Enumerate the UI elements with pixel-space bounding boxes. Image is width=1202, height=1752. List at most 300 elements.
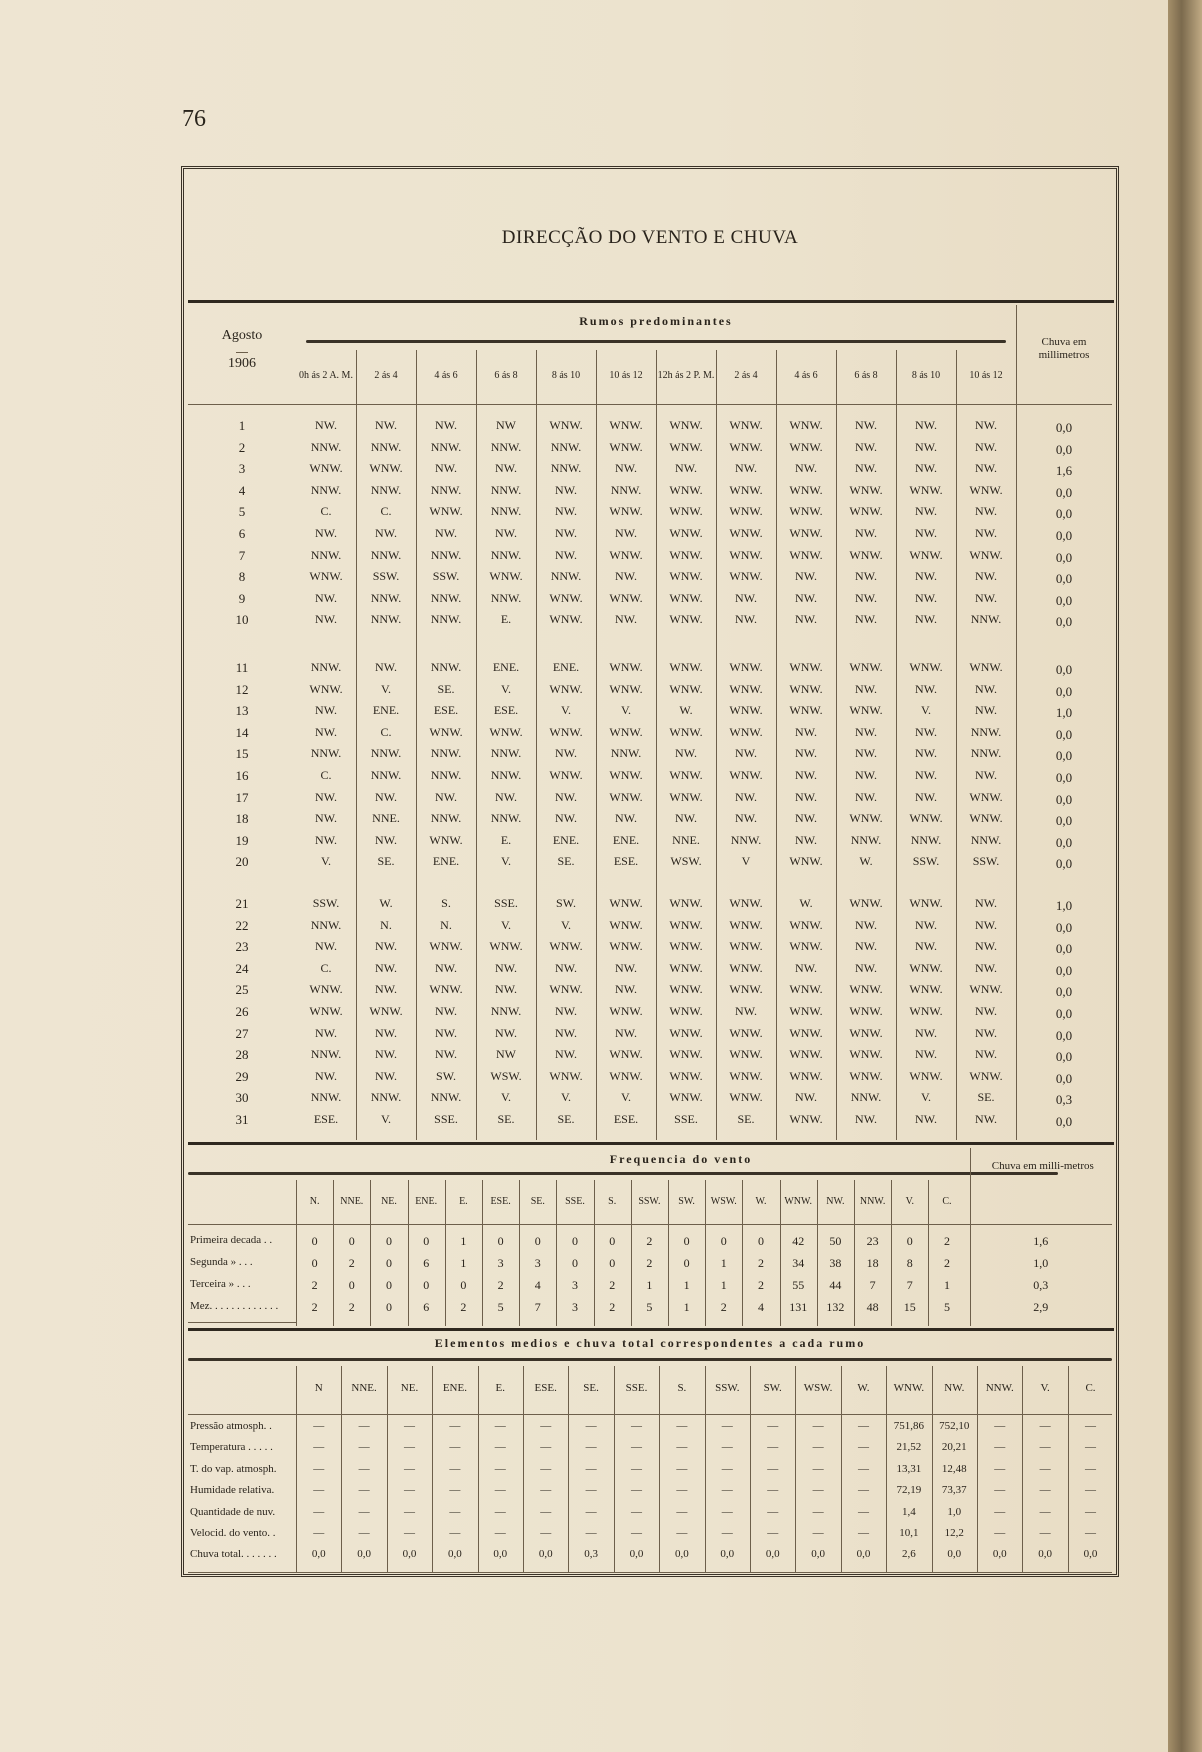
wind-direction-cell: NNW. (430, 439, 462, 454)
elements-value-cell: — (449, 1441, 461, 1454)
wind-direction-cell: NW. (855, 789, 877, 804)
elements-row-label: T. do vap. atmosph. (190, 1462, 277, 1475)
elements-value-cell: — (1039, 1420, 1051, 1432)
elements-value-cell: 13,31 (896, 1462, 922, 1475)
wind-direction-cell: WNW. (789, 418, 823, 432)
elements-direction-header: C. (1085, 1382, 1096, 1394)
elements-value-cell: — (358, 1505, 370, 1518)
wind-direction-cell: WNW. (609, 418, 643, 432)
day-number: 2 (238, 439, 246, 455)
wind-direction-cell: WNW. (849, 1004, 883, 1018)
elements-value-cell: — (494, 1527, 506, 1539)
elements-value-cell: — (676, 1484, 688, 1497)
wind-direction-cell: NW. (435, 1047, 457, 1062)
elements-value-cell: — (449, 1420, 461, 1432)
wind-direction-cell: NW. (315, 789, 337, 804)
wind-direction-cell: NW. (795, 960, 817, 975)
period-header: 4 ás 6 (794, 370, 818, 381)
elements-value-cell: — (313, 1527, 325, 1539)
wind-direction-cell: WNW. (669, 917, 703, 932)
freq-rain-value: 1,0 (1033, 1256, 1049, 1270)
elements-value-cell: — (494, 1420, 506, 1432)
period-header: 4 ás 6 (434, 370, 458, 381)
wind-direction-cell: NW. (375, 982, 397, 997)
freq-value-cell: 42 (792, 1234, 805, 1248)
freq-direction-header: W. (755, 1196, 767, 1207)
wind-direction-cell: NW. (435, 1025, 457, 1040)
elements-direction-header: NE. (400, 1382, 419, 1394)
wind-direction-cell: WNW. (789, 1047, 823, 1062)
freq-value-cell: 2 (757, 1278, 764, 1292)
elements-value-cell: — (1084, 1441, 1096, 1454)
freq-value-cell: 1 (720, 1256, 727, 1270)
freq-value-cell: 2 (609, 1300, 616, 1314)
rumos-header: Rumos predominantes (579, 314, 733, 328)
wind-direction-cell: NW. (975, 1047, 997, 1062)
wind-direction-cell: WNW. (669, 982, 703, 997)
freq-direction-header: S. (608, 1196, 617, 1207)
freq-value-cell: 131 (789, 1300, 808, 1314)
wind-direction-cell: NW. (375, 526, 397, 540)
wind-direction-cell: NW. (495, 1025, 517, 1040)
wind-direction-cell: WNW. (669, 504, 703, 519)
elements-value-cell: 1,0 (947, 1505, 962, 1518)
wind-direction-cell: NW. (315, 526, 337, 540)
wind-direction-cell: WNW. (609, 547, 643, 562)
rain-value: 1,0 (1055, 705, 1073, 721)
wind-direction-cell: NW. (855, 1112, 877, 1126)
elements-direction-header: NNW. (985, 1382, 1014, 1394)
wind-direction-cell: NW. (915, 917, 937, 932)
rain-value: 0,0 (1055, 748, 1073, 764)
day-number: 26 (235, 1004, 249, 1019)
elements-value-cell: 0,0 (992, 1548, 1007, 1561)
elements-value-cell: — (1039, 1441, 1051, 1454)
freq-direction-header: SW. (678, 1196, 695, 1207)
period-header: 12h ás 2 P. M. (657, 370, 715, 381)
wind-direction-cell: NW. (735, 746, 757, 761)
wind-direction-cell: NNW. (430, 612, 462, 627)
rain-value: 0,0 (1055, 592, 1073, 608)
wind-direction-cell: WNW. (309, 461, 343, 476)
month-dash (236, 352, 248, 353)
elements-value-cell: — (540, 1441, 552, 1454)
wind-direction-cell: NW. (495, 526, 517, 540)
rumos-rule (306, 340, 1006, 343)
elements-value-cell: — (540, 1420, 552, 1432)
wind-direction-cell: V. (920, 1090, 932, 1105)
elements-value-cell: — (857, 1505, 869, 1518)
elements-value-cell: — (721, 1441, 733, 1454)
elements-value-cell: — (676, 1527, 688, 1539)
rain-value: 0,0 (1055, 834, 1073, 850)
wind-direction-cell: WNW. (729, 660, 763, 674)
wind-direction-cell: SSW. (312, 896, 340, 910)
wind-direction-cell: NW. (555, 526, 577, 540)
year-label: 1906 (228, 356, 256, 371)
wind-direction-cell: ESE. (613, 854, 639, 869)
wind-direction-cell: ESE. (313, 1112, 339, 1126)
elements-value-cell: — (1084, 1505, 1096, 1518)
freq-row-label: Terceira » . . . (190, 1278, 251, 1290)
wind-direction-cell: WNW. (609, 681, 643, 696)
elements-direction-header: ENE. (442, 1382, 467, 1394)
rain-value: 0,0 (1055, 1049, 1073, 1065)
elements-value-cell: — (676, 1462, 688, 1475)
freq-value-cell: 1 (646, 1278, 653, 1292)
wind-direction-cell: V. (500, 854, 512, 869)
wind-direction-cell: NNW. (430, 660, 462, 674)
elements-direction-header: V. (1040, 1382, 1050, 1394)
elements-value-cell: — (449, 1527, 461, 1539)
wind-direction-cell: SSW. (432, 569, 460, 584)
wind-direction-cell: WNW. (729, 418, 763, 432)
wind-direction-cell: WNW. (729, 960, 763, 975)
wind-direction-cell: WSW. (670, 854, 702, 869)
elements-direction-header: WSW. (803, 1382, 833, 1394)
freq-direction-header: C. (942, 1196, 952, 1207)
wind-direction-cell: NNW. (430, 746, 462, 761)
wind-direction-cell: ENE. (492, 660, 520, 674)
wind-direction-cell: NNW. (310, 482, 342, 497)
elements-value-cell: — (403, 1441, 415, 1454)
wind-direction-cell: WNW. (669, 526, 703, 540)
elements-value-cell: 0,3 (584, 1548, 598, 1561)
wind-direction-cell: WNW. (669, 660, 703, 674)
wind-direction-cell: NNW. (970, 724, 1002, 739)
freq-value-cell: 0 (609, 1234, 616, 1248)
wind-direction-cell: NW. (615, 569, 637, 584)
elements-value-cell: 12,2 (944, 1527, 964, 1539)
wind-direction-cell: NW. (975, 590, 997, 605)
wind-direction-cell: NW. (375, 939, 397, 954)
wind-direction-cell: NW. (975, 703, 997, 718)
elements-value-cell: — (449, 1484, 461, 1497)
wind-direction-cell: NW. (915, 1112, 937, 1126)
wind-direction-cell: WNW. (669, 569, 703, 584)
wind-direction-cell: NW. (375, 960, 397, 975)
elements-value-cell: — (449, 1462, 461, 1475)
wind-direction-cell: WNW. (309, 681, 343, 696)
wind-direction-cell: NW. (555, 1004, 577, 1018)
elements-value-cell: 0,0 (1083, 1548, 1098, 1561)
wind-direction-cell: WNW. (789, 1025, 823, 1040)
wind-direction-cell: NW. (315, 1068, 337, 1083)
elements-value-cell: 0,0 (402, 1548, 417, 1561)
elements-value-cell: — (994, 1527, 1006, 1539)
elements-direction-header: SE. (583, 1382, 599, 1394)
wind-direction-cell: NW. (615, 982, 637, 997)
elements-value-cell: — (358, 1462, 370, 1475)
wind-direction-cell: WNW. (789, 939, 823, 954)
freq-value-cell: 1 (460, 1234, 467, 1248)
wind-direction-cell: WNW. (849, 703, 883, 718)
wind-direction-cell: WNW. (549, 939, 583, 954)
elements-direction-header: E. (495, 1382, 506, 1394)
wind-direction-cell: NNW. (490, 547, 522, 562)
day-number: 11 (235, 660, 249, 675)
freq-rain-value: 2,9 (1033, 1300, 1049, 1314)
elements-value-cell: — (313, 1462, 325, 1475)
elements-value-cell: — (1039, 1462, 1051, 1475)
wind-direction-cell: W. (799, 896, 813, 910)
wind-direction-cell: NNW. (430, 482, 462, 497)
wind-direction-cell: SE. (437, 681, 455, 696)
wind-direction-cell: NW. (915, 789, 937, 804)
wind-direction-cell: WNW. (789, 982, 823, 997)
wind-direction-cell: WNW. (669, 418, 703, 432)
wind-direction-cell: V. (560, 703, 572, 718)
elements-value-cell: — (767, 1484, 779, 1497)
wind-direction-cell: NNW. (310, 746, 342, 761)
wind-direction-cell: NW. (795, 569, 817, 584)
wind-direction-cell: NNW. (490, 811, 522, 826)
wind-direction-cell: WNW. (909, 982, 943, 997)
wind-direction-cell: ESE. (493, 703, 519, 718)
wind-direction-cell: NW. (975, 461, 997, 476)
day-number: 10 (235, 612, 249, 628)
freq-row-label: Mez. . . . . . . . . . . . . (190, 1300, 279, 1312)
wind-direction-cell: WNW. (789, 681, 823, 696)
rain-value: 1,0 (1055, 898, 1073, 913)
rain-value: 0,0 (1055, 1006, 1073, 1021)
day-number: 14 (235, 724, 249, 740)
rain-value: 0,0 (1055, 962, 1073, 978)
elements-value-cell: — (994, 1505, 1006, 1518)
elements-value-cell: — (994, 1420, 1006, 1432)
freq-value-cell: 0 (423, 1234, 430, 1248)
wind-direction-cell: NNW. (310, 660, 342, 674)
month-label: Agosto (221, 328, 263, 343)
wind-direction-cell: NW. (435, 789, 457, 804)
wind-direction-cell: WNW. (789, 660, 823, 674)
wind-direction-cell: NW. (555, 547, 577, 562)
elements-value-cell: — (358, 1484, 370, 1497)
wind-direction-cell: NW. (495, 960, 517, 975)
wind-direction-cell: SE. (497, 1112, 515, 1126)
freq-value-cell: 18 (866, 1256, 879, 1270)
elements-value-cell: — (767, 1505, 779, 1518)
elements-value-cell: — (1039, 1505, 1051, 1518)
rain-header: Chuva em millimetros (1038, 336, 1090, 361)
wind-direction-cell: NW. (495, 789, 517, 804)
elements-value-cell: — (358, 1420, 370, 1432)
rain-value: 0,0 (1055, 484, 1073, 500)
wind-direction-cell: NW. (375, 832, 397, 847)
wind-direction-cell: WNW. (429, 504, 463, 519)
wind-direction-cell: NW. (675, 746, 697, 761)
wind-direction-cell: WNW. (669, 612, 703, 627)
wind-direction-cell: WNW. (669, 768, 703, 782)
wind-direction-cell: WNW. (669, 939, 703, 954)
day-number: 6 (238, 526, 246, 541)
wind-direction-cell: NW. (555, 811, 577, 826)
elements-top-rule (188, 1328, 1114, 1331)
wind-direction-cell: SSE. (434, 1112, 458, 1126)
wind-direction-cell: NW. (975, 896, 997, 910)
elements-value-cell: 0,0 (448, 1548, 462, 1561)
elements-value-cell: — (1084, 1462, 1096, 1475)
wind-direction-cell: WNW. (729, 917, 763, 932)
freq-value-cell: 1 (683, 1300, 690, 1314)
wind-direction-cell: NW. (915, 1047, 937, 1062)
wind-direction-cell: NW. (315, 811, 337, 826)
wind-direction-cell: NW. (375, 1025, 397, 1040)
freq-direction-header: ENE. (415, 1196, 438, 1207)
elements-value-cell: — (857, 1420, 869, 1432)
freq-value-cell: 1 (943, 1278, 950, 1292)
page-edge (1168, 0, 1202, 1752)
wind-direction-cell: NW. (855, 746, 877, 761)
wind-direction-cell: WNW. (609, 1004, 643, 1018)
header-rule (188, 404, 1112, 405)
wind-direction-cell: NNW. (610, 482, 642, 497)
elements-row-label: Humidade relativa. (190, 1484, 275, 1497)
wind-direction-cell: V. (500, 917, 512, 932)
elements-value-cell: — (767, 1420, 779, 1432)
elements-value-cell: 0,0 (720, 1548, 735, 1561)
wind-direction-cell: WNW. (549, 982, 583, 997)
elements-row-label: Pressão atmosph. . (190, 1420, 272, 1432)
wind-direction-cell: NW (496, 1047, 516, 1062)
wind-direction-cell: ESE. (613, 1112, 639, 1126)
freq-value-cell: 4 (534, 1278, 541, 1292)
wind-direction-cell: V. (320, 854, 332, 869)
wind-direction-cell: WNW. (429, 939, 463, 954)
wind-direction-cell: NW. (855, 917, 877, 932)
elements-value-cell: — (494, 1441, 506, 1454)
wind-direction-cell: C. (320, 504, 332, 519)
wind-direction-cell: NW. (915, 526, 937, 540)
wind-direction-cell: WNW. (609, 789, 643, 804)
wind-direction-cell: WNW. (849, 1047, 883, 1062)
day-number: 9 (238, 590, 246, 606)
wind-direction-cell: NNW. (370, 482, 402, 497)
wind-direction-cell: NW. (375, 1068, 397, 1083)
day-number: 30 (235, 1090, 249, 1106)
wind-direction-cell: WNW. (729, 982, 763, 997)
wind-direction-cell: NNW. (850, 832, 882, 847)
freq-value-cell: 0 (348, 1234, 355, 1248)
freq-direction-header: N. (309, 1196, 320, 1207)
wind-direction-cell: NW. (615, 526, 637, 540)
wind-direction-cell: NW. (555, 1047, 577, 1062)
day-number: 8 (238, 569, 246, 585)
period-header: 2 ás 4 (734, 370, 758, 381)
elements-value-cell: — (403, 1527, 415, 1539)
elements-value-cell: — (403, 1462, 415, 1475)
elements-value-cell: 0,0 (765, 1548, 780, 1561)
day-number: 5 (238, 504, 246, 520)
wind-direction-cell: C. (320, 960, 332, 975)
freq-row-label: Segunda » . . . (190, 1256, 253, 1268)
freq-value-cell: 48 (866, 1300, 879, 1314)
rain-value: 0,0 (1055, 726, 1073, 742)
rain-value: 0,0 (1055, 683, 1073, 699)
wind-direction-cell: NW. (735, 461, 757, 476)
rain-value: 0,0 (1055, 1114, 1073, 1129)
day-number: 20 (235, 854, 249, 870)
freq-value-cell: 3 (534, 1256, 541, 1270)
elements-row-label: Velocid. do vento. . (190, 1527, 276, 1539)
wind-direction-cell: NW. (915, 418, 937, 432)
rain-value: 0,0 (1055, 813, 1073, 829)
period-header: 6 ás 8 (494, 370, 518, 381)
freq-value-cell: 44 (829, 1278, 842, 1292)
elements-value-cell: — (857, 1462, 869, 1475)
elements-value-cell: — (540, 1484, 552, 1497)
wind-direction-cell: WNW. (729, 703, 763, 718)
wind-direction-cell: WNW. (549, 768, 583, 782)
wind-direction-cell: NW. (915, 724, 937, 739)
day-number: 22 (235, 917, 249, 933)
wind-direction-cell: WNW. (489, 569, 523, 584)
wind-direction-cell: WNW. (849, 482, 883, 497)
wind-direction-cell: C. (320, 768, 332, 782)
elements-direction-header: SSW. (715, 1382, 740, 1394)
period-header: 8 ás 10 (551, 370, 581, 381)
wind-direction-cell: NNW. (970, 832, 1002, 847)
wind-direction-cell: WNW. (969, 811, 1003, 826)
wind-direction-cell: WNW. (849, 660, 883, 674)
wind-direction-cell: NW. (915, 569, 937, 584)
wind-direction-cell: WNW. (729, 896, 763, 910)
freq-top-rule (188, 1142, 1114, 1145)
wind-direction-cell: ENE. (372, 703, 400, 718)
wind-direction-cell: NW. (795, 461, 817, 476)
wind-direction-cell: NW. (795, 789, 817, 804)
wind-direction-cell: NW. (735, 590, 757, 605)
elements-value-cell: — (812, 1420, 824, 1432)
wind-direction-cell: WNW. (849, 896, 883, 910)
elements-value-cell: — (676, 1505, 688, 1518)
elements-value-cell: — (585, 1420, 597, 1432)
wind-direction-cell: WNW. (369, 461, 403, 476)
wind-direction-cell: NW. (555, 1025, 577, 1040)
freq-value-cell: 2 (943, 1256, 950, 1270)
elements-value-cell: 10,1 (899, 1527, 919, 1539)
wind-direction-cell: NW. (975, 1004, 997, 1018)
day-number: 16 (235, 768, 249, 783)
wind-direction-cell: SSE. (494, 896, 518, 910)
wind-direction-cell: NW. (855, 526, 877, 540)
wind-direction-cell: NW. (915, 768, 937, 782)
elements-value-cell: — (494, 1462, 506, 1475)
wind-direction-cell: WNW. (789, 1112, 823, 1126)
freq-value-cell: 0 (571, 1234, 578, 1248)
elements-value-cell: 12,48 (941, 1462, 967, 1475)
freq-direction-header: WSW. (710, 1196, 737, 1207)
rain-value: 0,0 (1055, 614, 1073, 630)
wind-direction-cell: WNW. (549, 612, 583, 627)
wind-direction-cell: NW. (795, 1090, 817, 1105)
wind-direction-cell: NW. (975, 526, 997, 540)
wind-direction-cell: NW. (855, 681, 877, 696)
wind-direction-cell: WNW. (909, 896, 943, 910)
freq-dotted-rule (188, 1322, 296, 1323)
wind-direction-cell: NNW. (550, 461, 582, 476)
elements-value-cell: — (857, 1527, 869, 1539)
elements-value-cell: — (540, 1527, 552, 1539)
freq-value-cell: 3 (497, 1256, 504, 1270)
wind-direction-cell: V. (500, 681, 512, 696)
freq-value-cell: 0 (683, 1234, 690, 1248)
freq-value-cell: 7 (869, 1278, 876, 1292)
wind-direction-cell: WNW. (729, 1090, 763, 1105)
freq-direction-header: NNE. (340, 1196, 364, 1207)
wind-direction-cell: WNW. (909, 547, 943, 562)
wind-direction-cell: NNW. (490, 768, 522, 782)
